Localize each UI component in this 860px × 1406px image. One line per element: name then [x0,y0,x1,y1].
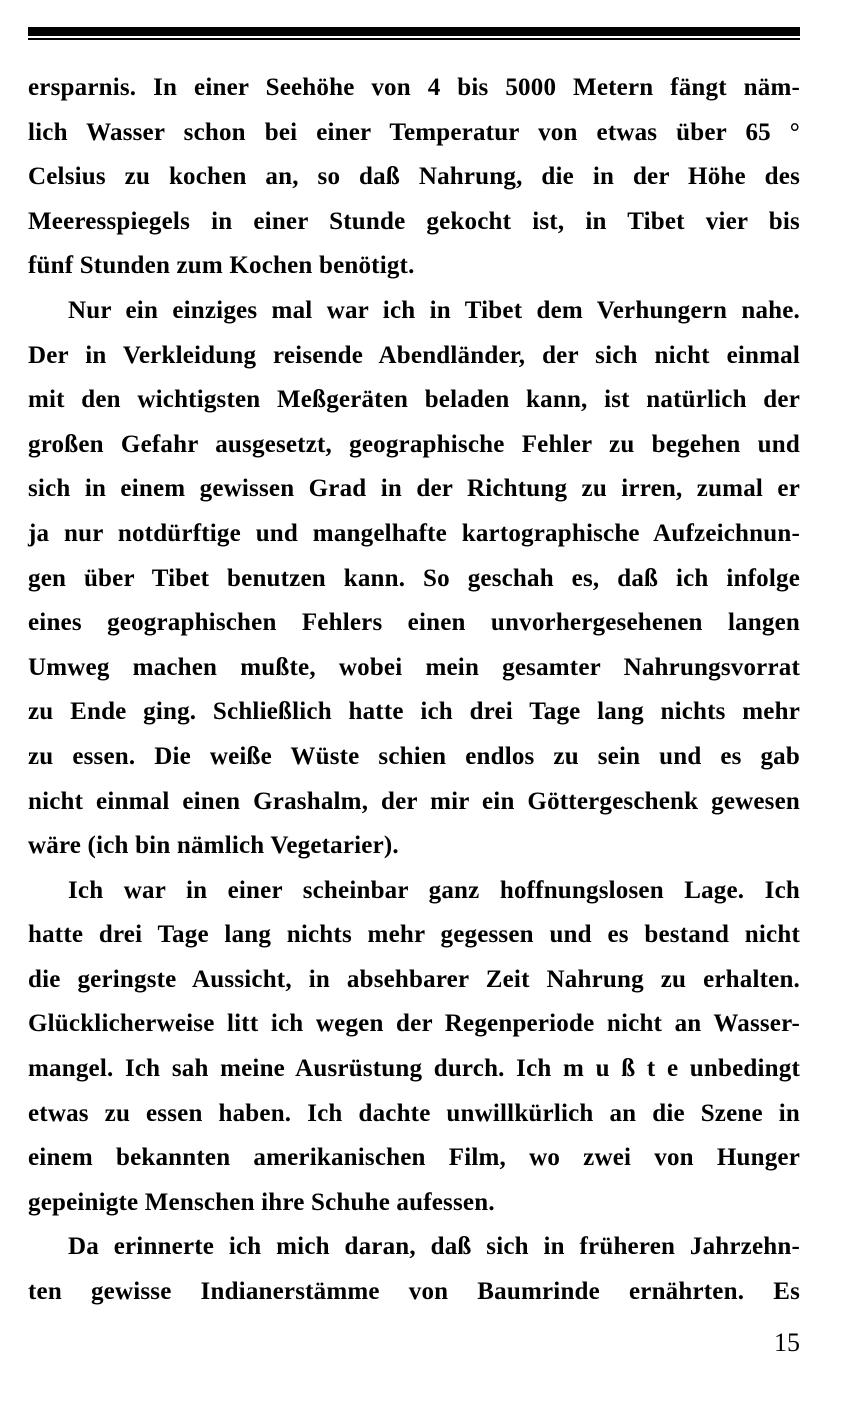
text-line: zu Ende ging. Schließlich hatte ich drei Tage lang nichts mehr [28,698,800,726]
text-line: Da erinnerte ich mich daran, daß sich in früheren Jahrzehn- [68,1233,800,1261]
text-line: großen Gefahr ausgesetzt, geographische Fehler zu begehen und [28,430,800,458]
header-rule-thick [28,27,800,36]
page-number: 15 [774,1328,800,1357]
text-line: Celsius zu kochen an, so daß Nahrung, die in der Höhe des [28,163,800,191]
text-line: einem bekannten amerikanischen Film, wo zwei von Hunger [28,1144,800,1172]
paragraph [28,869,800,1226]
text-line: ja nur notdürftige und mangelhafte kartographische Aufzeichnun- [28,519,800,547]
text-line: hatte drei Tage lang nichts mehr gegessen und es bestand nicht [28,921,800,949]
paragraph [28,1225,800,1314]
text-line: ten gewisse Indianerstämme von Baumrinde ernährten. Es [28,1278,800,1306]
text-line: sich in einem gewissen Grad in der Richtung zu irren, zumal er [28,475,800,503]
text-line: zu essen. Die weiße Wüste schien endlos zu sein und es gab [28,742,800,770]
text-line: nicht einmal einen Grashalm, der mir ein Göttergeschenk gewesen [28,787,800,815]
text-line: Glücklicherweise litt ich wegen der Regenperiode nicht an Wasser- [28,1010,800,1038]
text-line: Nur ein einziges mal war ich in Tibet dem Verhungern nahe. [68,296,800,324]
text-line: fünf Stunden zum Kochen benötigt. [28,252,415,280]
text-line: ersparnis. In einer Seehöhe von 4 bis 5000 Metern fängt näm- [28,74,800,101]
text-line: mit den wichtigsten Meßgeräten beladen kann, ist natürlich der [28,386,800,414]
text-line: Ich war in einer scheinbar ganz hoffnungslosen Lage. Ich [68,876,800,904]
paragraph [28,289,800,869]
text-line: mangel. Ich sah meine Ausrüstung durch. Ich m u ß t e unbedingt [28,1055,800,1083]
header-rule-thin [28,38,800,40]
text-line: wäre (ich bin nämlich Vegetarier). [28,832,399,860]
body-text [28,66,800,1315]
paragraph [28,66,800,289]
text-line: Meeresspiegels in einer Stunde gekocht ist, in Tibet vier bis [28,207,800,235]
text-line: eines geographischen Fehlers einen unvorhergesehenen langen [28,609,800,637]
text-line: Umweg machen mußte, wobei mein gesamter Nahrungsvorrat [28,653,800,681]
text-line: Der in Verkleidung reisende Abendländer, der sich nicht einmal [28,341,800,369]
text-line: gen über Tibet benutzen kann. So geschah es, daß ich infolge [28,564,800,592]
text-line: gepeinigte Menschen ihre Schuhe aufessen. [28,1188,495,1216]
text-line: die geringste Aussicht, in absehbarer Zeit Nahrung zu erhalten. [28,965,800,993]
text-line: lich Wasser schon bei einer Temperatur von etwas über 65 ° [28,118,800,146]
text-line: etwas zu essen haben. Ich dachte unwillkürlich an die Szene in [28,1099,800,1127]
